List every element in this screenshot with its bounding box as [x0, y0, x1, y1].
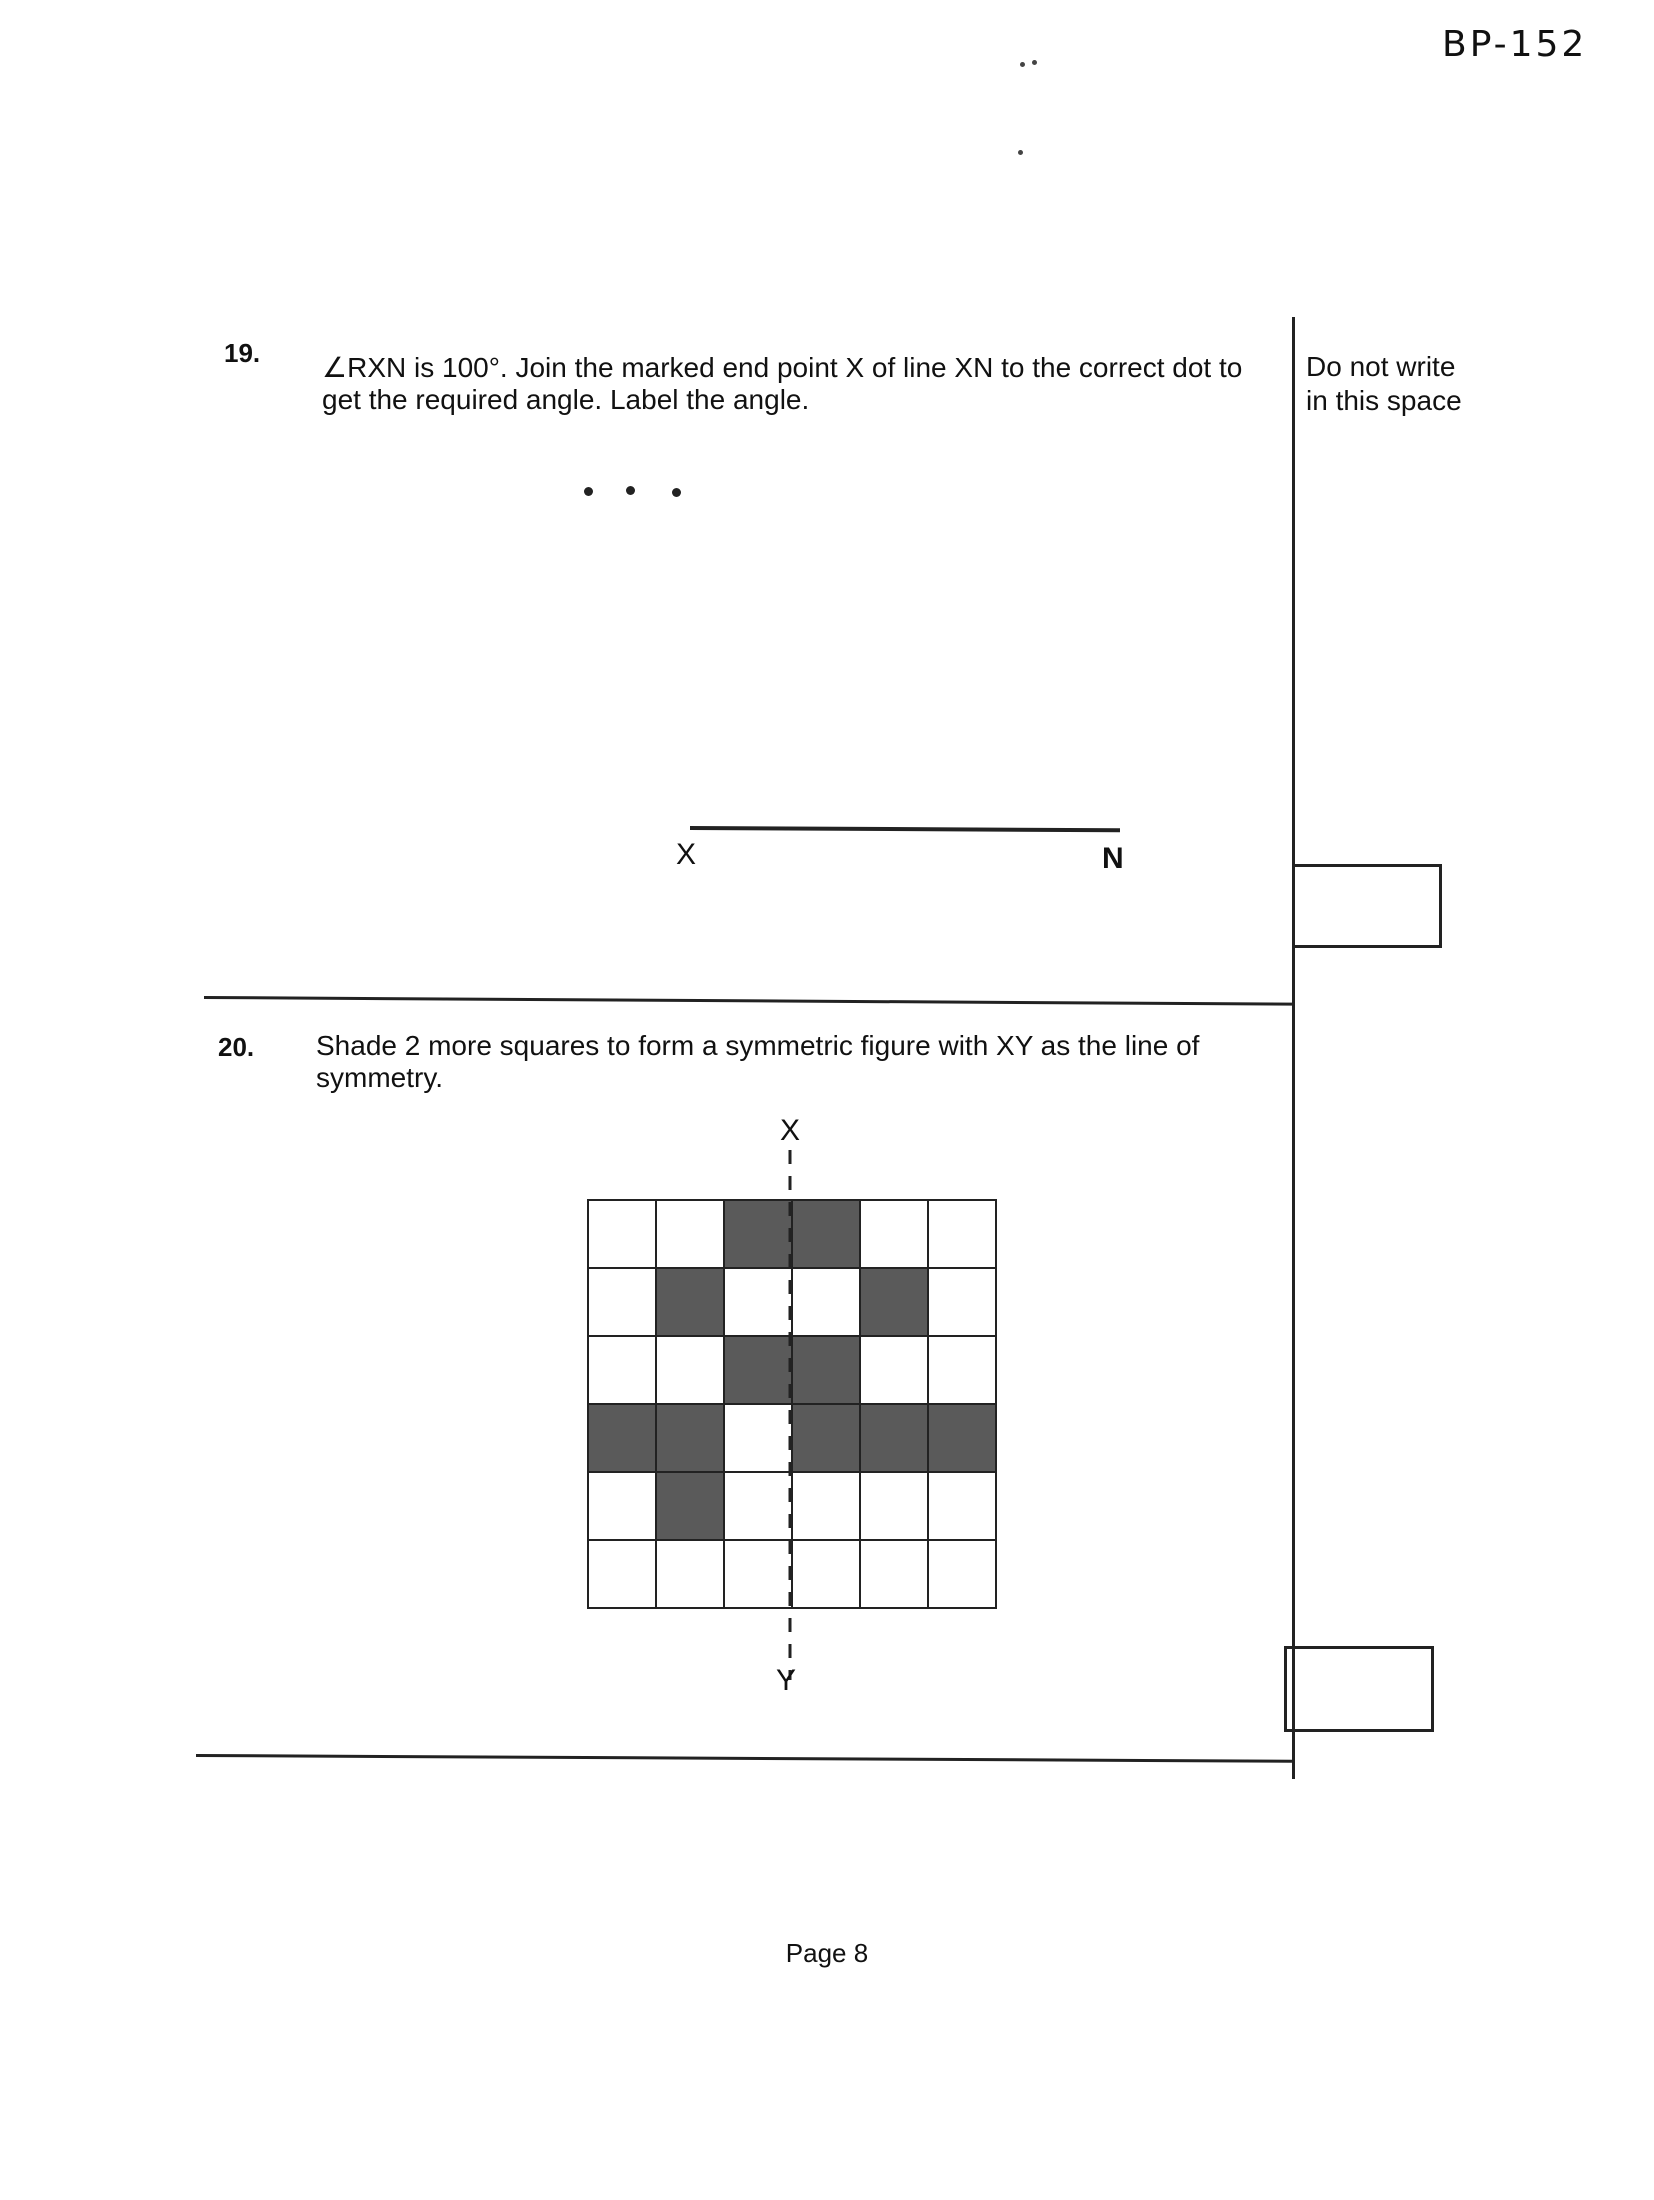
grid-cell[interactable] — [588, 1336, 656, 1404]
scan-speck — [1020, 62, 1025, 67]
angle-dot-left[interactable] — [584, 487, 593, 496]
grid-cell[interactable] — [860, 1336, 928, 1404]
grid-cell-shaded[interactable] — [792, 1200, 860, 1268]
scan-speck — [1018, 150, 1023, 155]
question-19-text: ∠RXN is 100°. Join the marked end point X of line XN to the correct dot to get the required angle. Label the angle. — [322, 352, 1243, 415]
grid-cell-shaded[interactable] — [724, 1200, 792, 1268]
grid-cell[interactable] — [724, 1472, 792, 1540]
angle-dot-middle[interactable] — [626, 486, 635, 495]
grid-cell-shaded[interactable] — [656, 1268, 724, 1336]
document-code: BP-152 — [1442, 24, 1588, 65]
grid-cell-shaded[interactable] — [792, 1404, 860, 1472]
margin-note: Do not write in this space — [1306, 351, 1462, 416]
grid-cell[interactable] — [928, 1540, 996, 1608]
grid-cell-shaded[interactable] — [656, 1472, 724, 1540]
grid-cell[interactable] — [656, 1336, 724, 1404]
grid-cell-shaded[interactable] — [860, 1268, 928, 1336]
question-divider — [204, 996, 1292, 1006]
margin-divider — [1292, 317, 1295, 1779]
grid-cell[interactable] — [928, 1472, 996, 1540]
grid-cell-shaded[interactable] — [792, 1336, 860, 1404]
grid-cell[interactable] — [928, 1268, 996, 1336]
axis-label-y: Y — [776, 1664, 797, 1697]
symmetry-grid-figure — [584, 1150, 1004, 1690]
grid-cell[interactable] — [860, 1472, 928, 1540]
grid-cell[interactable] — [588, 1540, 656, 1608]
axis-label-x: X — [780, 1114, 801, 1147]
grid-cell[interactable] — [724, 1268, 792, 1336]
grid-cell-shaded[interactable] — [656, 1404, 724, 1472]
grid-cell[interactable] — [792, 1268, 860, 1336]
grid-cell[interactable] — [860, 1540, 928, 1608]
grid-cell-shaded[interactable] — [588, 1404, 656, 1472]
grid-cell[interactable] — [588, 1472, 656, 1540]
grid-cell[interactable] — [588, 1200, 656, 1268]
grid-cell[interactable] — [928, 1200, 996, 1268]
line-xn — [690, 826, 1120, 832]
score-box-20[interactable] — [1284, 1646, 1434, 1732]
grid-cell[interactable] — [928, 1336, 996, 1404]
grid-cell[interactable] — [724, 1540, 792, 1608]
symmetry-grid — [588, 1200, 996, 1608]
grid-cell[interactable] — [792, 1540, 860, 1608]
line-label-x: X — [676, 838, 697, 871]
question-20-number: 20. — [218, 1032, 255, 1062]
page-number: Page 8 — [785, 1938, 869, 1968]
grid-cell[interactable] — [724, 1404, 792, 1472]
grid-cell-shaded[interactable] — [928, 1404, 996, 1472]
section-bottom-rule — [196, 1754, 1292, 1763]
angle-dot-right[interactable] — [672, 488, 681, 497]
grid-cell[interactable] — [656, 1200, 724, 1268]
line-label-n: N — [1102, 842, 1124, 875]
grid-cell-shaded[interactable] — [724, 1336, 792, 1404]
question-19-number: 19. — [224, 338, 261, 368]
grid-cell-shaded[interactable] — [860, 1404, 928, 1472]
grid-cell[interactable] — [588, 1268, 656, 1336]
score-box-19[interactable] — [1292, 864, 1442, 948]
scan-speck — [1032, 60, 1037, 65]
question-20-text: Shade 2 more squares to form a symmetric figure with XY as the line of symmetry. — [316, 1030, 1200, 1093]
grid-cell[interactable] — [792, 1472, 860, 1540]
grid-cell[interactable] — [656, 1540, 724, 1608]
grid-cell[interactable] — [860, 1200, 928, 1268]
